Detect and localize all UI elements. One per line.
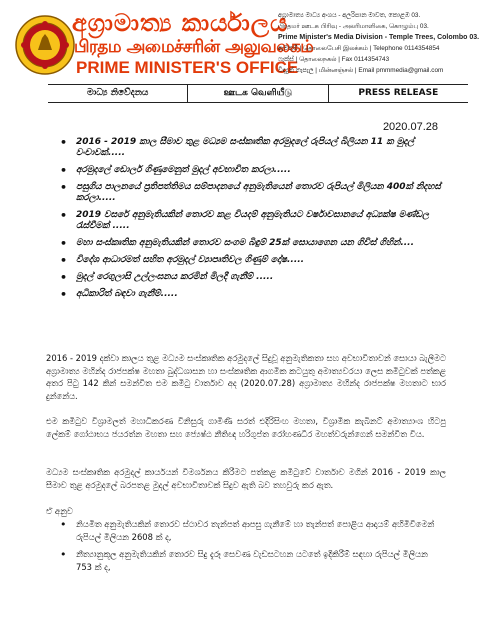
- list-item: • නීත්‍යානුකූල අනුමැතියකින් තොරව සිදු දැරූ සෙවණ වැඩසටහන යටතේ ඉදිකිරීම් සඳහා රුපියල් මිලියන 753 ක් ද,: [60, 548, 444, 574]
- list-item: • 2016 - 2019 කාල සීමාව තුළ මධ්‍යම සංස්කෘතික අරමුදලේ රුපියල් බිලියන 11 ක මුදල් වංචාවක්.....: [60, 137, 446, 159]
- list-item: • පසුගිය පාලනයේ ප්‍රතිපත්තිමය සම්පාදනයේ අනුමැතියෙන් තොරව රුපියල් මිලියන 400ක් නිදහස් කරලා.....: [60, 182, 446, 204]
- contact-telephone: ඇමතුම් | தொலைபேசி இலக்கம் | Telephone 0114354854: [278, 45, 440, 52]
- body-paragraph: එම කමිටුව විශ්‍රාමලත් මහාධිකරණ විනිසුරු ගාමිණී සරත් එදිරිසිංහ මහතා, විශ්‍රාමික කැබිනට් අමාත්‍යාංශ හිටපු ලේකම් ගෝඨාභය ජයරත්න මහතා සහ ජ්‍යෙෂ්ඨ නීතිඥ හරිගුප්ත රෝහණධීර මහත්වරුන්ගෙන් සමන්විත විය.: [46, 416, 446, 439]
- press-release-label-english: PRESS RELEASE: [328, 85, 468, 102]
- contact-email: විද්‍යුත් තැපැල | மின்னஞ்சல் | Email pmmmedia@gmail.com: [278, 67, 444, 74]
- list-item: • මුදල් රෙගුලාසි උල්ලංඝනය කරමින් මිලදී ගැනීම් .....: [60, 272, 446, 283]
- highlights-list: [60, 137, 446, 306]
- contact-fax: ෆැක්ස් | தொலைநகல் | Fax 0114354743: [278, 56, 390, 63]
- release-date: 2020.07.28: [382, 121, 438, 133]
- list-item: • නියමිත අනුමැතියකින් තොරව ස්ථාවර තැන්පත් ආපසු ගැනීමේ හා තැන්පත් පොළිය ආදායම් අහිමිවීමෙන් රුපියල් මිලියන 2608 ක් ද,: [60, 518, 444, 544]
- press-release-label-tamil: ஊடக வெளியீடு: [187, 85, 327, 102]
- list-item: • විදේශ ආධාරමත් සහිත අරමුදල් ව්‍යාපෘතිවල ගිණුම් දෝෂ.....: [60, 255, 446, 266]
- press-release-label-sinhala: මාධ්‍ය නිවේදනය: [86, 88, 149, 98]
- press-release-bar: [48, 84, 468, 103]
- contact-address-english: Prime Minister's Media Division - Temple Trees, Colombo 03.: [278, 34, 480, 41]
- office-title-sinhala: අග්‍රාමාත්‍ය කාර්යාලය: [72, 8, 289, 37]
- body-paragraph: ඒ අනුව: [46, 506, 73, 516]
- list-item: • 2019 වසරේ අනුමැතියකින් තොරව කළ වියදම් අනුමැතියට වර්ෂාවසානයේ අධ්‍යක්ෂ මණ්ඩල රැස්වීමක් .....: [60, 210, 446, 232]
- office-title-tamil: பிரதம அமைச்சரின் அலுவலகம்: [74, 37, 314, 57]
- list-item: • මහා සංස්කෘතික අනුමැතියකින් තොරව සංගම බිඳුම් 25ක් සොයාගෙන යන ගිවිස් ගිහින්....: [60, 238, 446, 249]
- office-title-english: PRIME MINISTER'S OFFICE: [76, 58, 299, 77]
- list-item: • අරමුදලේ ඩොලර් ගිණුමෙනුත් මුදල් අවභාවිත කරලා.....: [60, 165, 446, 176]
- sri-lanka-emblem-icon: [14, 14, 76, 76]
- contact-block: [278, 10, 488, 76]
- contact-address-tamil: பிரதமர் ஊடக பிரிவு - அலரிமாளிகை, கொழும்பு 03.: [278, 23, 429, 30]
- contact-address-sinhala: අග්‍රාමාත්‍ය මාධ්‍ය අංශය - අලරිපාන මාවත, කොළඹ 03.: [278, 12, 421, 19]
- list-item: • අධිකාරිත් බඳවා ගැනීම්.....: [60, 289, 446, 300]
- body-paragraph: 2016 - 2019 දක්වා කාලය තුළ මධ්‍යම සංස්කෘතික අරමුදලේ සිදුවූ අනුමැතිකතා සහ අවභාවිතාවන් සොයා බැලීමට අග්‍රාමාත්‍ය මහින්ද රාජපක්ෂ මහතා බුද්ධශාසන හා සංස්කෘතික ආගමික කටයුතු අමාත්‍යවරයා ලෙස කමිටුවක් පත්කළ අතර පිටු 142 කින් සමන්විත එම කමිටු වාර්තාව අද (2020.07.28) අග්‍රාමාත්‍ය මහින්ද රාජපක්ෂ මහතාට භාර දුන්නේය.: [46, 353, 446, 401]
- body-paragraph: මධ්‍යම සංස්කෘතික අරමුදල් කාර්යයන් විමර්ශනය කිරීමට පත්කළ කමිටුවේ වාර්තාව මගින් 2016 - 2019 කාල සීමාව තුළ අරමුදලේ බරපතළ මුදල් අවභාවිතාවක් සිදුව ඇති බව තහවුරු කර ඇත.: [46, 467, 446, 490]
- findings-list: [60, 518, 444, 578]
